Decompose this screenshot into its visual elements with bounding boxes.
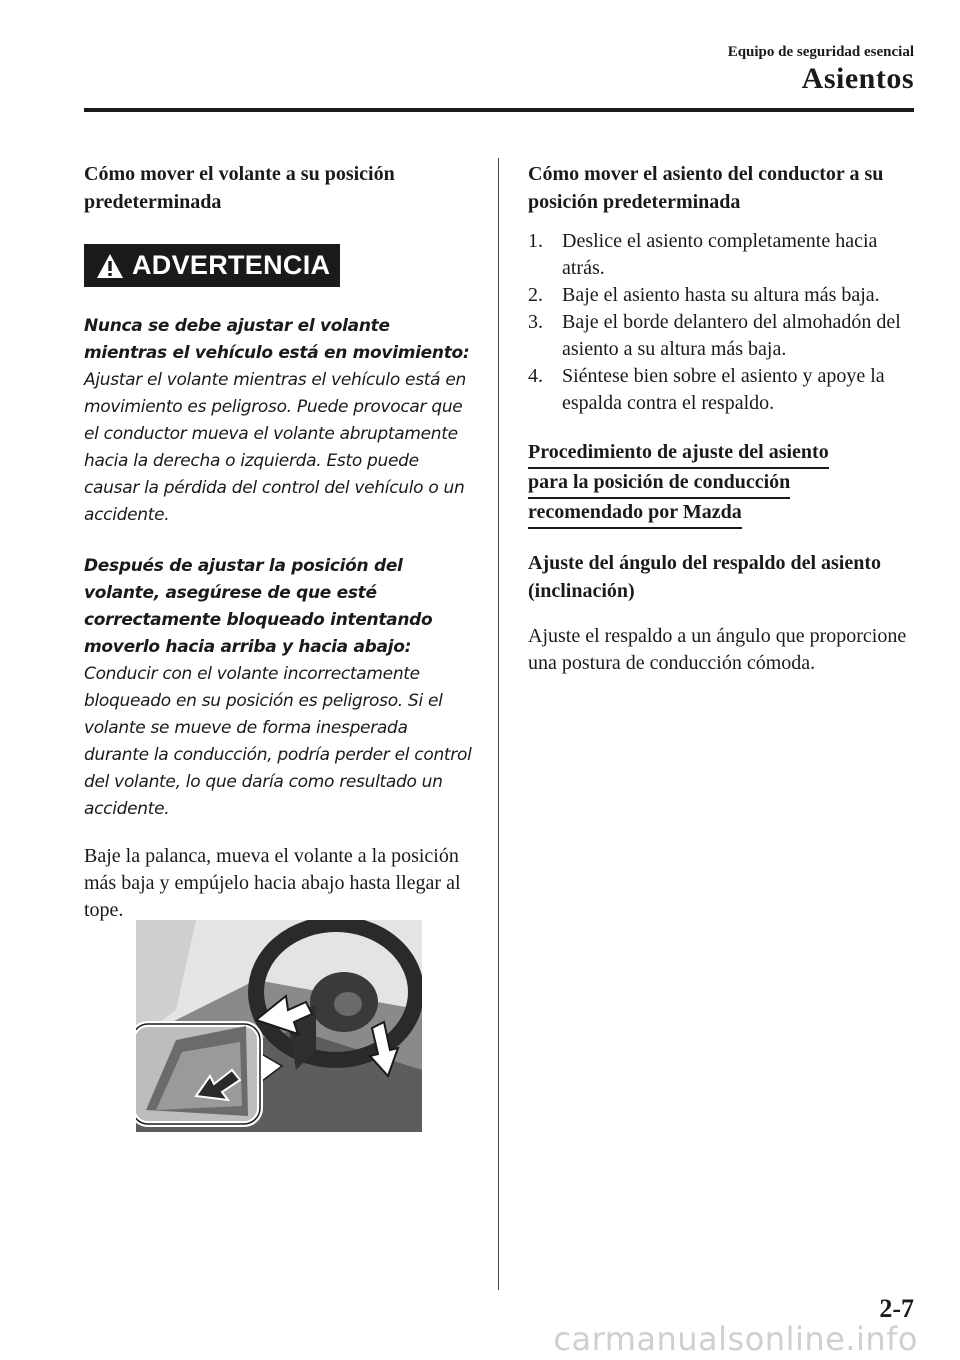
page-number: 2-7 xyxy=(879,1294,914,1323)
section-title: Equipo de seguridad esencial xyxy=(727,44,914,60)
warning-text: Conducir con el volante incorrectamente bloqueado en su posición es peligroso. Si el volante se mueve de forma inesperada durante la conducción, podría perder el control del volante, lo que daría como resultado un accidente. xyxy=(84,664,472,819)
step-text: Deslice el asiento completamente hacia atrás. xyxy=(562,230,878,279)
steering-wheel-illustration xyxy=(136,920,422,1132)
warning-triangle-icon xyxy=(96,253,124,279)
procedure-heading-line: recomendado por Mazda xyxy=(528,499,742,529)
warning-badge xyxy=(84,244,340,287)
list-item xyxy=(528,309,918,363)
list-item xyxy=(528,363,918,417)
warning-body xyxy=(84,313,474,823)
seat-steps xyxy=(528,228,918,417)
watermark: carmanualsonline.info xyxy=(553,1320,918,1358)
warning-text: Ajustar el volante mientras el vehículo está en movimiento es peligroso. Puede provocar que el conductor mueva el volante abruptamente hacia la derecha o izquierda. Esto puede causar la pérdida del control del vehículo o un accidente. xyxy=(84,370,466,525)
procedure-heading-line: Procedimiento de ajuste del asiento xyxy=(528,439,829,469)
procedure-heading-line: para la posición de conducción xyxy=(528,469,790,499)
procedure-heading xyxy=(528,439,918,529)
warning-block xyxy=(84,553,474,823)
recline-instruction: Ajuste el respaldo a un ángulo que proporcione una postura de conducción cómoda. xyxy=(528,625,907,674)
warning-label: ADVERTENCIA xyxy=(132,250,331,280)
left-column xyxy=(84,160,474,924)
warning-lead: Nunca se debe ajustar el volante mientras el vehículo está en movimiento: xyxy=(84,316,470,363)
step-text: Baje el borde delantero del almohadón del asiento a su altura más baja. xyxy=(562,311,901,360)
steering-heading: Cómo mover el volante a su posición predeterminada xyxy=(84,163,395,213)
list-item xyxy=(528,228,918,282)
list-item xyxy=(528,282,918,309)
step-text: Siéntese bien sobre el asiento y apoye la espalda contra el respaldo. xyxy=(562,365,885,414)
step-number: 4. xyxy=(528,365,543,387)
seat-heading: Cómo mover el asiento del conductor a su posición predeterminada xyxy=(528,163,884,213)
step-number: 3. xyxy=(528,311,543,333)
recline-subheading: Ajuste del ángulo del respaldo del asiento (inclinación) xyxy=(528,552,881,602)
steering-instruction: Baje la palanca, mueva el volante a la posición más baja y empújelo hacia abajo hasta llegar al tope. xyxy=(84,845,461,921)
step-number: 2. xyxy=(528,284,543,306)
right-column xyxy=(528,160,918,677)
step-number: 1. xyxy=(528,230,543,252)
step-text: Baje el asiento hasta su altura más baja. xyxy=(562,284,880,306)
column-divider xyxy=(498,158,499,1290)
page-title: Asientos xyxy=(801,62,914,95)
warning-block xyxy=(84,313,474,529)
header-rule xyxy=(84,108,914,112)
warning-lead: Después de ajustar la posición del volante, asegúrese de que esté correctamente bloqueado intentando moverlo hacia arriba y hacia abajo: xyxy=(84,556,433,657)
